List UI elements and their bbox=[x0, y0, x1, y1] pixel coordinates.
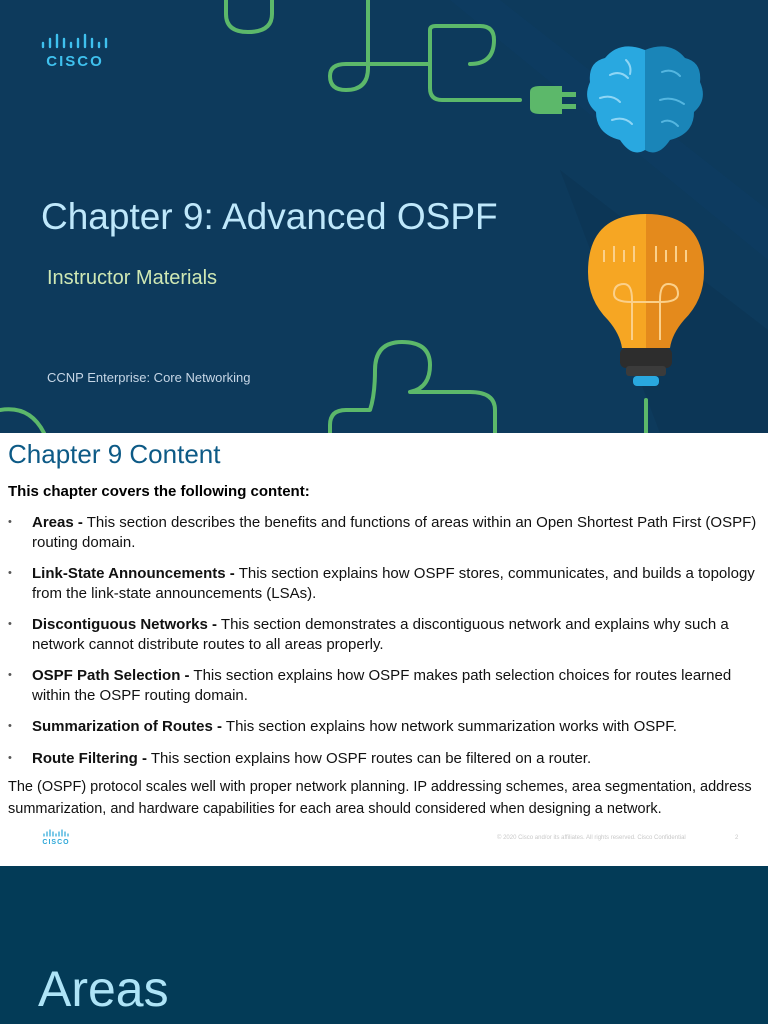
bullet-icon: • bbox=[8, 720, 12, 732]
cisco-logo bbox=[40, 33, 110, 71]
list-item-text: This section explains how OSPF makes path selection choices for routes learned within the OSPF routing domain. bbox=[32, 667, 732, 704]
list-item-text: This section demonstrates a discontiguous network and explains why such a network cannot distribute routes to all areas properly. bbox=[32, 616, 729, 653]
list-item bbox=[8, 615, 763, 654]
list-item-text: This section explains how network summarization works with OSPF. bbox=[222, 718, 677, 735]
list-item-term: Discontiguous Networks - bbox=[32, 616, 218, 633]
footer-cisco-logo bbox=[42, 829, 72, 847]
footer-copyright: © 2020 Cisco and/or its affiliates. All rights reserved. Cisco Confidential bbox=[497, 835, 686, 841]
list-item-term: OSPF Path Selection - bbox=[32, 667, 190, 684]
list-item bbox=[8, 717, 763, 737]
list-item-term: Summarization of Routes - bbox=[32, 718, 223, 735]
content-slide bbox=[0, 433, 768, 866]
list-item-text: This section describes the benefits and functions of areas within an Open Shortest Path First (OSPF) routing domain. bbox=[32, 514, 757, 551]
bullet-icon: • bbox=[8, 516, 12, 528]
list-item-text: This section explains how OSPF stores, communicates, and builds a topology from the link-state announcements (LSAs). bbox=[32, 565, 755, 602]
presentation-title: Chapter 9: Advanced OSPF bbox=[41, 196, 498, 237]
section-slide bbox=[0, 866, 768, 1024]
bullet-icon: • bbox=[8, 751, 12, 764]
title-slide bbox=[0, 0, 768, 433]
page-number: 2 bbox=[735, 835, 739, 841]
list-item bbox=[8, 513, 763, 552]
cisco-logo-text: CISCO bbox=[46, 53, 104, 70]
content-list bbox=[8, 513, 763, 780]
brain-icon bbox=[587, 46, 703, 152]
slide-title: Chapter 9 Content bbox=[8, 439, 221, 469]
bullet-icon: • bbox=[8, 669, 12, 681]
bullet-icon: • bbox=[8, 618, 12, 630]
slide-intro: This chapter covers the following content: bbox=[8, 483, 310, 500]
closing-paragraph: The (OSPF) protocol scales well with proper network planning. IP addressing schemes, area segmentation, address summarization, and hardware capabilities for each area should considered when designing a network. bbox=[8, 779, 752, 817]
section-title: Areas bbox=[38, 961, 169, 1017]
list-item-term: Link-State Announcements - bbox=[32, 565, 235, 582]
list-item-text: This section explains how OSPF routes can be filtered on a router. bbox=[147, 749, 592, 767]
list-item bbox=[8, 749, 763, 769]
presentation-subtitle: Instructor Materials bbox=[47, 267, 218, 289]
list-item-term: Areas - bbox=[32, 514, 83, 531]
list-item bbox=[8, 564, 763, 603]
list-item-term: Route Filtering - bbox=[32, 749, 147, 767]
bullet-icon: • bbox=[8, 567, 12, 579]
list-item bbox=[8, 666, 763, 705]
footer-logo-text: CISCO bbox=[42, 839, 70, 846]
course-name: CCNP Enterprise: Core Networking bbox=[47, 370, 251, 385]
